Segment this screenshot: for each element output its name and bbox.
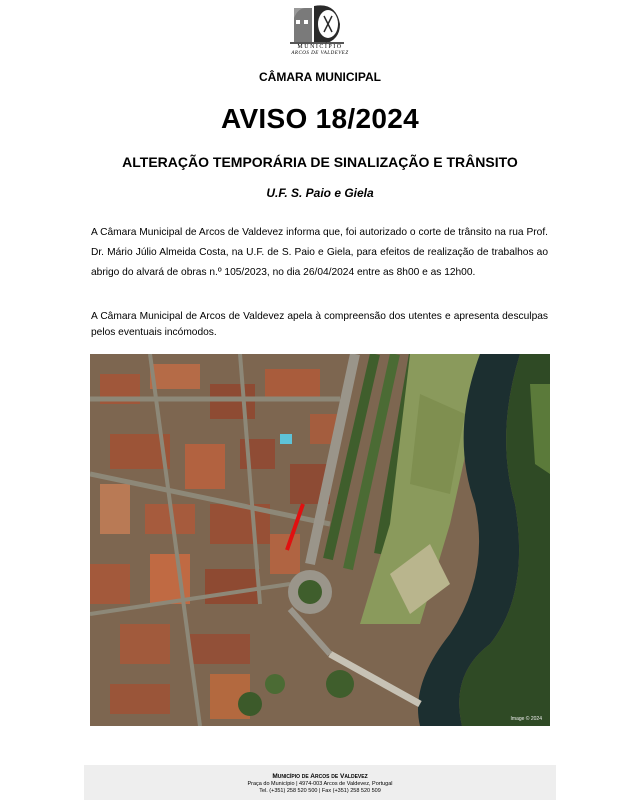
footer [84,765,556,800]
aerial-map [90,354,550,726]
footer-name: Município de Arcos de Valdevez [272,773,368,780]
notice-paragraph-1: A Câmara Municipal de Arcos de Valdevez informa que, foi autorizado o corte de trânsito na rua Prof. Dr. Mário Júlio Almeida Costa, na U.F. de S. Paio e Giela, para efeitos de realização de trabalhos ao abrigo do alvará de obras n.º 105/2023, no dia 26/04/2024 entre as 8h00 e as 12h00. [91,227,548,278]
notice-location: U.F. S. Paio e Giela [266,186,374,200]
organization-heading: CÂMARA MUNICIPAL [259,70,381,84]
notice-title: AVISO 18/2024 [221,103,419,134]
notice-paragraph-2: A Câmara Municipal de Arcos de Valdevez apela à compreensão dos utentes e apresenta desculpas pelos eventuais incómodos. [91,311,548,338]
map-credit: Image © 2024 [510,716,542,722]
logo-text-municipio: MUNICÍPIO [297,44,343,50]
footer-contacts: Tel. (+351) 258 520 500 | Fax (+351) 258 520 509 [259,788,381,794]
logo-text-arcos: ARCOS DE VALDEVEZ [291,51,349,56]
aerial-map-image [90,354,550,726]
footer-address: Praça do Município | 4974-003 Arcos de Valdevez, Portugal [247,781,393,787]
notice-subtitle: ALTERAÇÃO TEMPORÁRIA DE SINALIZAÇÃO E TRÂNSITO [122,154,518,170]
